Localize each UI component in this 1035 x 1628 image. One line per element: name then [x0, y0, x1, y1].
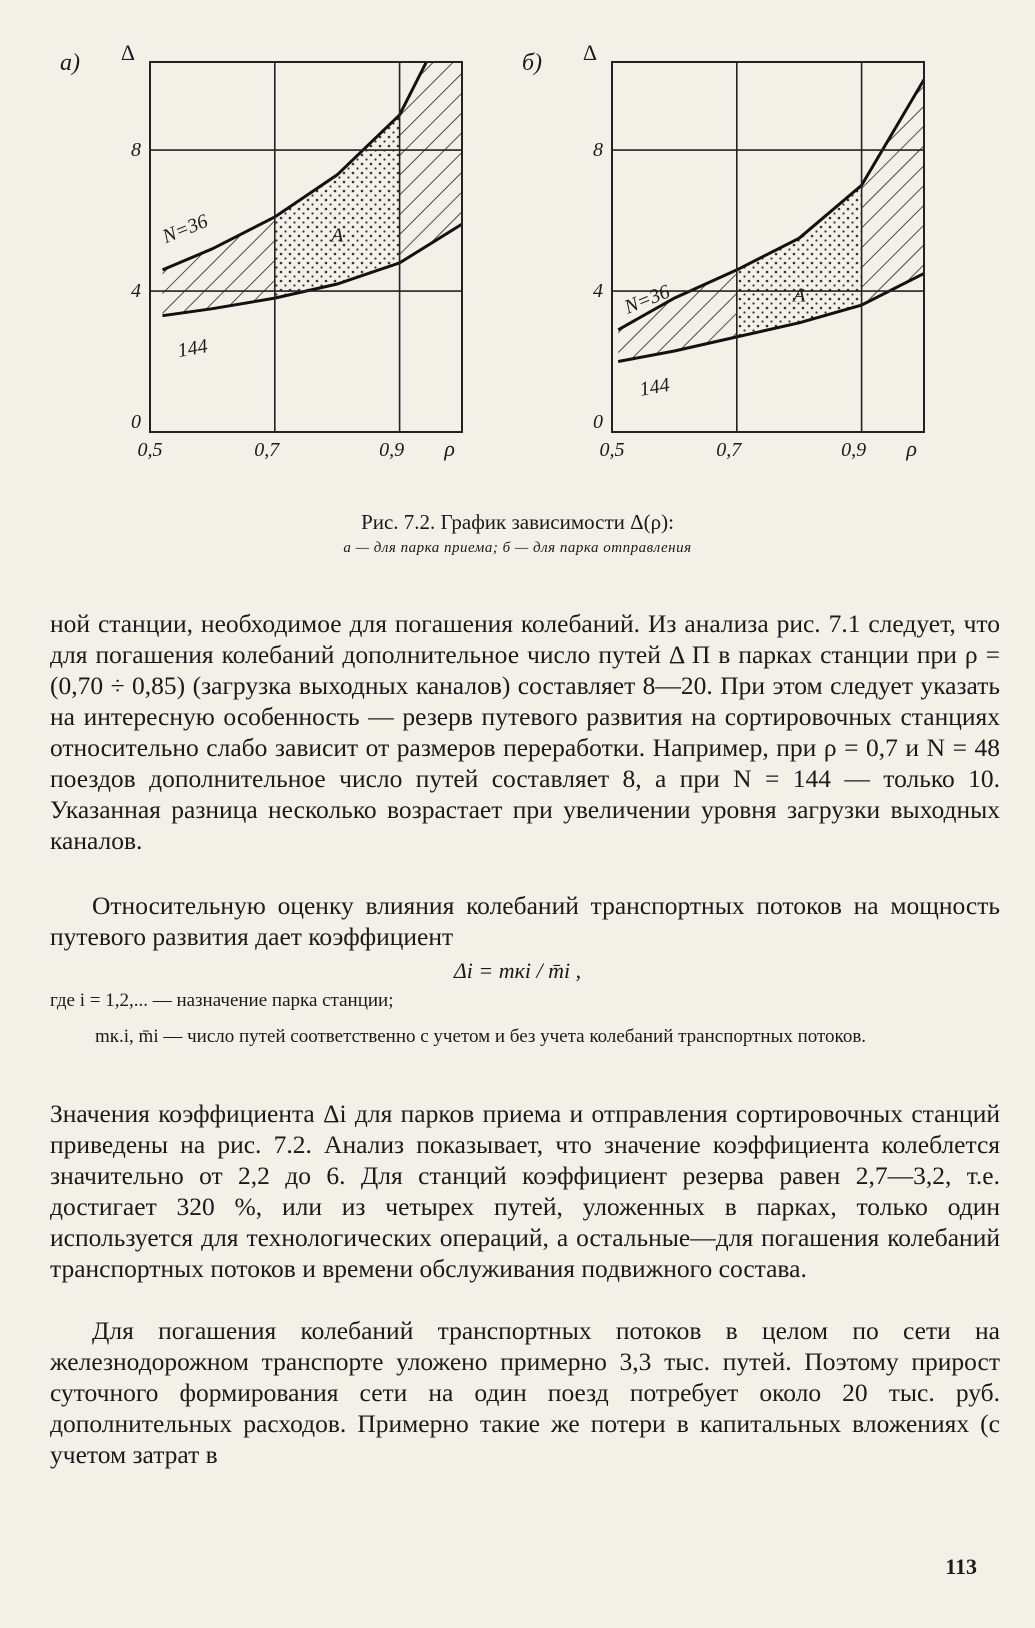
chart-panel-a	[60, 0, 462, 461]
x-axis-label: ρ	[444, 436, 455, 461]
panel-label: б)	[521, 50, 543, 76]
y-axis-label: Δ	[582, 40, 598, 65]
region-a-label: A	[793, 284, 806, 307]
x-tick-label: 0,7	[254, 439, 280, 461]
formula-where-1: где i = 1,2,... — назначение парка станции;	[50, 990, 394, 1011]
x-axis-label: ρ	[906, 436, 917, 461]
figure-caption-title: Рис. 7.2. График зависимости Δ(ρ):	[361, 510, 674, 534]
y-tick-label: 8	[131, 139, 141, 162]
series-label-n36: N=36	[159, 210, 212, 249]
y-tick-label: 8	[593, 139, 603, 162]
y-tick-label: 4	[593, 280, 603, 303]
y-tick-label: 4	[131, 280, 141, 303]
series-label-n144: 144	[175, 335, 210, 363]
x-tick-label: 0,7	[716, 439, 742, 461]
x-tick-label: 0,5	[137, 439, 163, 461]
paragraph-4: Для погашения колебаний транспортных потоков в целом по сети на железнодорожном транспорте уложено примерно 3,3 тыс. путей. Поэтому прирост суточного формирования сети на один поезд потребует около 20 тыс. руб. дополнительных расходов. Примерно такие же потери в капитальных вложениях (с учетом затрат в	[50, 1316, 1000, 1469]
y-tick-label: 0	[131, 411, 141, 433]
page-number: 113	[945, 1554, 977, 1579]
paragraph-1: ной станции, необходимое для погашения колебаний. Из анализа рис. 7.1 следует, что для погашения колебаний дополнительное число путей Δ П в парках станции при ρ = (0,70 ÷ 0,85) (загрузка выходных каналов) составляет 8—20. При этом следует указать на интересную особенность — резерв путевого развития на сортировочных станциях относительно слабо зависит от размеров переработки. Например, при ρ = 0,7 и N = 48 поездов дополнительное число путей составляет 8, а при N = 144 — только 10. Указанная разница несколько возрастает при увеличении уровня загрузки выходных каналов.	[50, 609, 1000, 855]
formula-where-2: mк.i, m̄i — число путей соответственно с учетом и без учета колебаний транспортных потоков.	[95, 1026, 867, 1047]
paragraph-3: Значения коэффициента Δi для парков приема и отправления сортировочных станций приведены на рис. 7.2. Анализ показывает, что значение коэффициента колеблется значительно от 2,2 до 6. Для станций коэффициент резерва равен 2,7—3,2, т.е. достигает 320 %, или из четырех путей, уложенных в парках, только один используется для технологических операций, а остальные—для погашения колебаний транспортных потоков и времени обслуживания подвижного состава.	[50, 1099, 1000, 1283]
y-axis-label: Δ	[120, 40, 136, 65]
x-tick-label: 0,5	[599, 439, 625, 461]
panel-label: а)	[60, 50, 80, 76]
figure-caption-subtitle: а — для парка приема; б — для парка отправления	[343, 540, 692, 556]
series-label-n36: N=36	[621, 280, 674, 319]
paragraph-2: Относительную оценку влияния колебаний транспортных потоков на мощность путевого развития дает коэффициент	[50, 891, 1000, 951]
x-tick-label: 0,9	[379, 439, 405, 461]
y-tick-label: 0	[593, 411, 603, 433]
figure-7-2	[0, 0, 1035, 580]
formula-delta: Δi = mкi / m̄i ,	[453, 958, 582, 983]
chart-panel-b	[522, 40, 924, 461]
x-tick-label: 0,9	[841, 439, 867, 461]
series-label-n144: 144	[637, 373, 672, 401]
region-a-label: A	[331, 224, 344, 247]
